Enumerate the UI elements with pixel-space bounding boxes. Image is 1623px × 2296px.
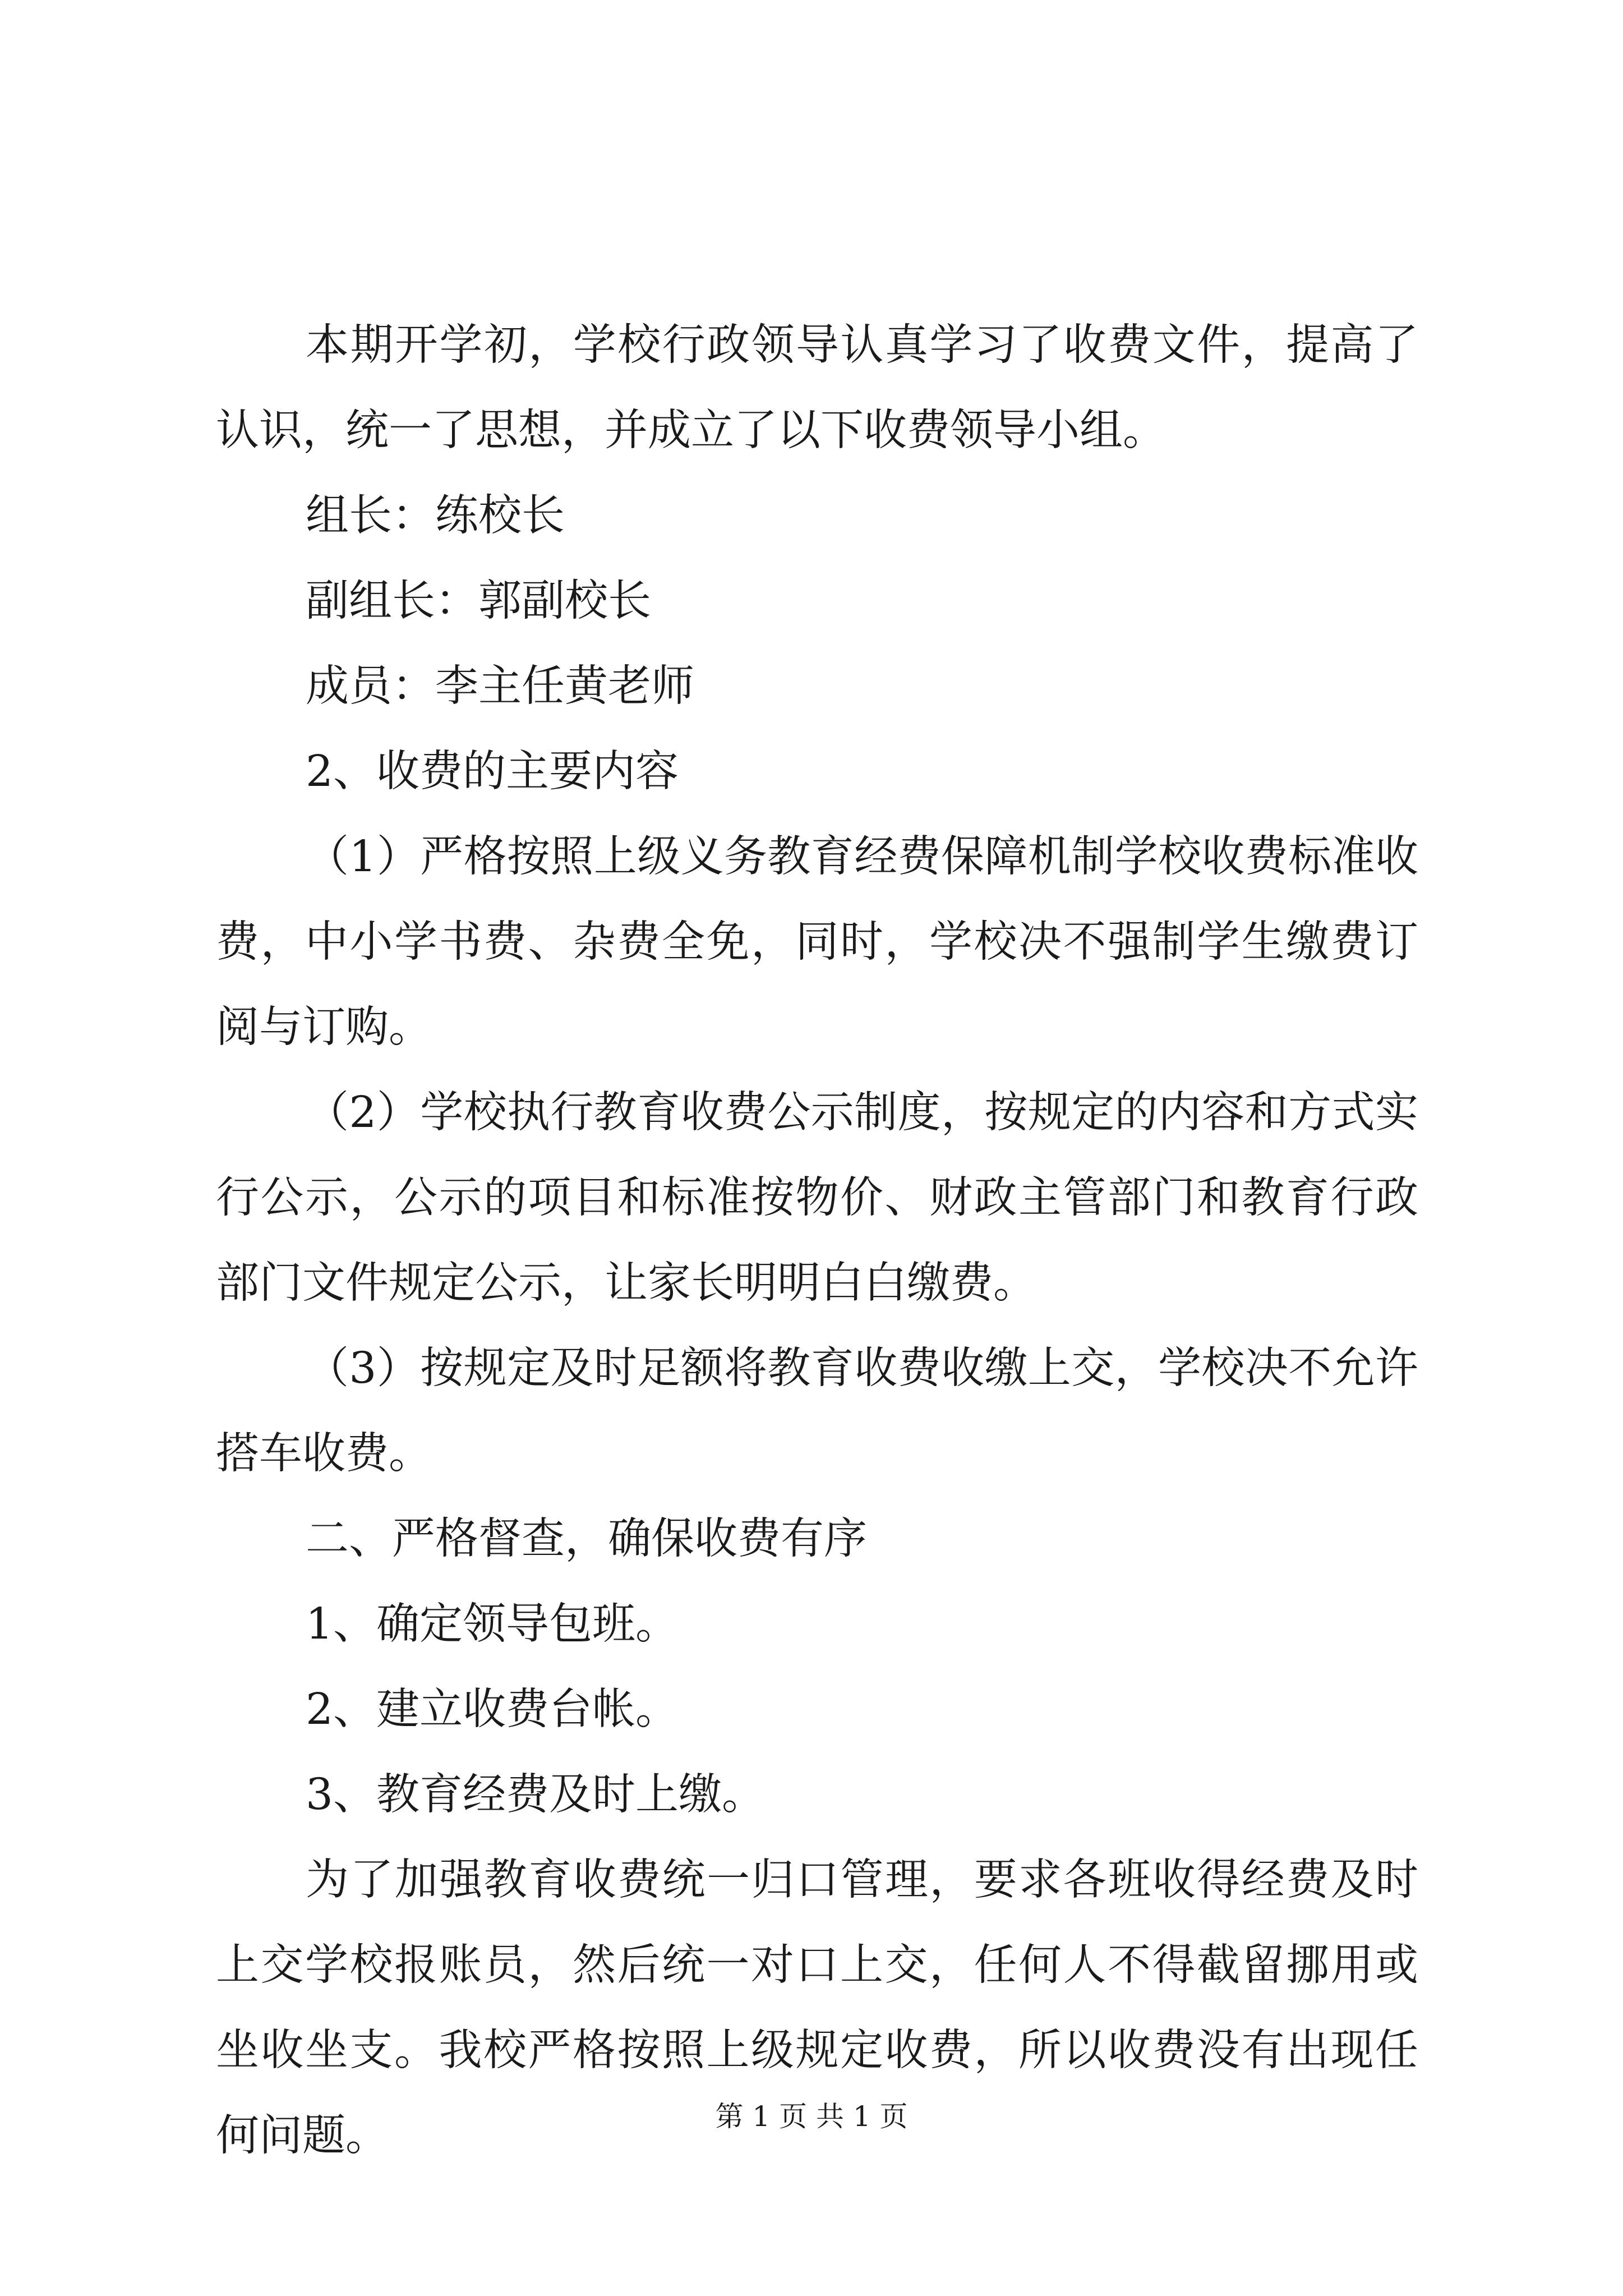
paragraph-conclusion: 为了加强教育收费统一归口管理，要求各班收得经费及时上交学校报账员，然后统一对口上交，任何人不得截留挪用或坐收坐支。我校严格按照上级规定收费，所以收费没有出现任何问题。: [216, 1855, 1418, 2161]
paragraph-step-2: 2、建立收费台帐。: [306, 1685, 679, 1734]
paragraph-step-3: 3、教育经费及时上缴。: [306, 1770, 765, 1820]
paragraph-step-1: 1、确定领导包班。: [306, 1599, 679, 1649]
paragraph-intro: 本期开学初，学校行政领导认真学习了收费文件，提高了认识，统一了思想，并成立了以下收费领导小组。: [216, 320, 1418, 455]
paragraph-deputy-leader: 副组长：郭副校长: [306, 576, 651, 626]
paragraph-group-leader: 组长：练校长: [306, 491, 565, 541]
document-body: [216, 303, 1418, 2179]
paragraph-item-2: （2）学校执行教育收费公示制度，按规定的内容和方式实行公示，公示的项目和标准按物价、财政主管部门和教育行政部门文件规定公示，让家长明明白白缴费。: [216, 1088, 1418, 1308]
section-heading-fee-content: 2、收费的主要内容: [306, 747, 679, 797]
paragraph-members: 成员：李主任黄老师: [306, 661, 694, 711]
page-footer: 第 1 页 共 1 页: [715, 2100, 908, 2133]
paragraph-item-1: （1）严格按照上级义务教育经费保障机制学校收费标准收费，中小学书费、杂费全免，同时，学校决不强制学生缴费订阅与订购。: [216, 832, 1418, 1052]
section-heading-supervision: 二、严格督查，确保收费有序: [306, 1514, 867, 1564]
paragraph-item-3: （3）按规定及时足额将教育收费收缴上交，学校决不允许搭车收费。: [216, 1343, 1418, 1479]
